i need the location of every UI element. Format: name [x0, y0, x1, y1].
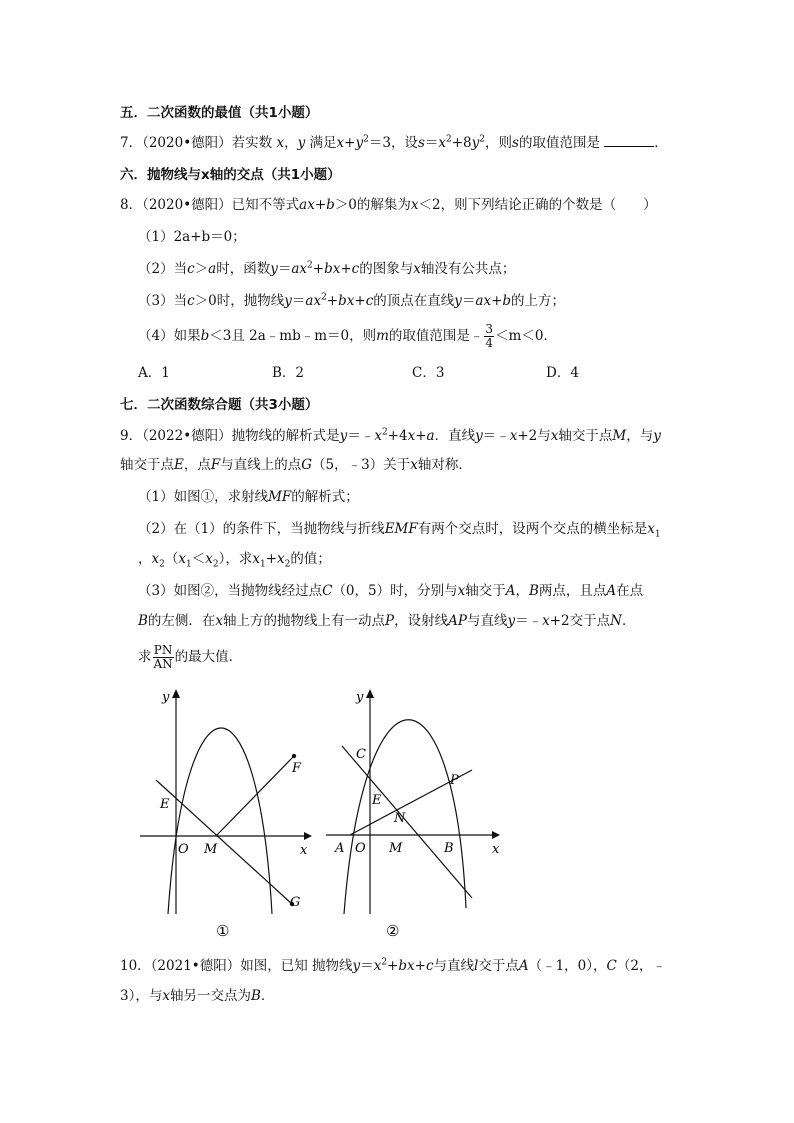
q7-text: ，则 [485, 135, 513, 151]
answer-blank [604, 133, 654, 147]
q8-text: ，则下列结论正确的个数是（ ） [440, 197, 657, 213]
q9-line-1: 9．（2022•德阳）抛物线的解析式是$y=﹣x^2+4x+a$．直线y＝﹣x+2与x轴交于点M，与y [120, 427, 661, 444]
q8-option-b: B．2 [272, 365, 305, 381]
q7-text: 的取值范围是 [518, 135, 600, 151]
q9-line-2: 轴交于点E，点F与直线上的点G（5，﹣3）关于x轴对称． [120, 457, 472, 473]
q8-choice-3: （3）当c＞0时，抛物线$y=ax^2+bx+c$的顶点在直线y＝ax+b的上方； [138, 292, 566, 309]
q8-text: 8．（2020•德阳）已知不等式 [120, 197, 300, 213]
question-8-stem: 8．（2020•德阳）已知不等式ax+b＞0的解集为x＜2，则下列结论正确的个数是（ ） [120, 197, 657, 213]
point-label-o: O [355, 841, 366, 856]
q8-option-c: C．3 [412, 365, 445, 381]
point-label-f: F [292, 761, 302, 776]
point-label-m: M [389, 841, 403, 856]
section-heading-5: 五．二次函数的最值（共1小题） [120, 105, 319, 121]
axis-label-y: y [162, 690, 170, 705]
axis-label-y: y [356, 690, 364, 705]
axis-label-x: x [300, 843, 308, 858]
axis-label-x: x [492, 842, 500, 857]
q8-text: 的解集为 [356, 197, 411, 213]
q10-line-1: 10．（2021•德阳）如图，已知 抛物线$y=x^2+bx+c$与直线l交于点A（﹣1，0），C（2，﹣ [120, 957, 666, 974]
point-label-o: O [178, 842, 189, 857]
point-label-e: E [160, 797, 170, 812]
q9-part-3-cont: B的左侧．在x轴上方的抛物线上有一动点P，设射线AP与直线y＝﹣x+2交于点N． [138, 613, 636, 629]
q7-text: 满足 [309, 135, 337, 151]
q8-choice-1: （1）2a+b＝0； [138, 229, 246, 245]
point-label-e: E [372, 793, 382, 808]
figure-caption-2: ② [386, 922, 400, 940]
fraction: $\frac{PN}{AN}$ [153, 643, 173, 671]
point-label-n: N [394, 811, 406, 826]
q8-option-a: A．1 [138, 365, 170, 381]
point-label-a: A [335, 841, 345, 856]
figure-caption-1: ① [216, 922, 230, 940]
q9-part-2-cont: ，$x_2(x_1<x_2)$，求$x_1+x_2$的值； [138, 551, 331, 570]
question-7: 7．（2020•德阳）若实数 x，y 满足$x+y^2=3$，设$s=x^2+8y^2$，则s的取值范围是 ． [120, 134, 668, 151]
point-label-p: P [450, 773, 459, 788]
figure-2 [322, 686, 512, 942]
point-label-b: B [444, 841, 454, 856]
q8-choice-4: （4）如果b＜3且 2a﹣mb﹣m＝0，则m的取值范围是﹣ $\frac{3}{4}$ ＜m＜0． [138, 322, 557, 350]
fraction: $\frac{3}{4}$ [485, 322, 494, 350]
q10-line-2: 3），与x轴另一交点为B． [120, 988, 275, 1004]
section-heading-6: 六．抛物线与x轴的交点（共1小题） [120, 167, 341, 183]
q7-prefix: 7．（2020•德阳）若实数 [120, 135, 273, 151]
q9-part-1: （1）如图①，求射线MF的解析式； [138, 489, 359, 505]
q8-option-d: D．4 [546, 365, 579, 381]
figure-1 [130, 686, 320, 942]
section-heading-7: 七．二次函数综合题（共3小题） [120, 397, 319, 413]
q9-part-3-ask: 求 $\frac{PN}{AN}$ 的最大值． [138, 643, 243, 671]
q8-choice-2: （2）当c＞a时，函数$y=ax^2+bx+c$的图象与x轴没有公共点； [138, 260, 516, 277]
q9-part-3: （3）如图②，当抛物线经过点C（0，5）时，分别与x轴交于A，B两点，且点A在点 [138, 583, 644, 599]
q9-part-2: （2）在（1）的条件下，当抛物线与折线EMF有两个交点时，设两个交点的横坐标是$x_1$ [138, 521, 661, 540]
q7-end: ． [654, 135, 668, 151]
q7-text: ，设 [390, 135, 418, 151]
point-label-g: G [290, 895, 301, 910]
point-label-m: M [204, 842, 218, 857]
point-label-c: C [356, 747, 366, 762]
